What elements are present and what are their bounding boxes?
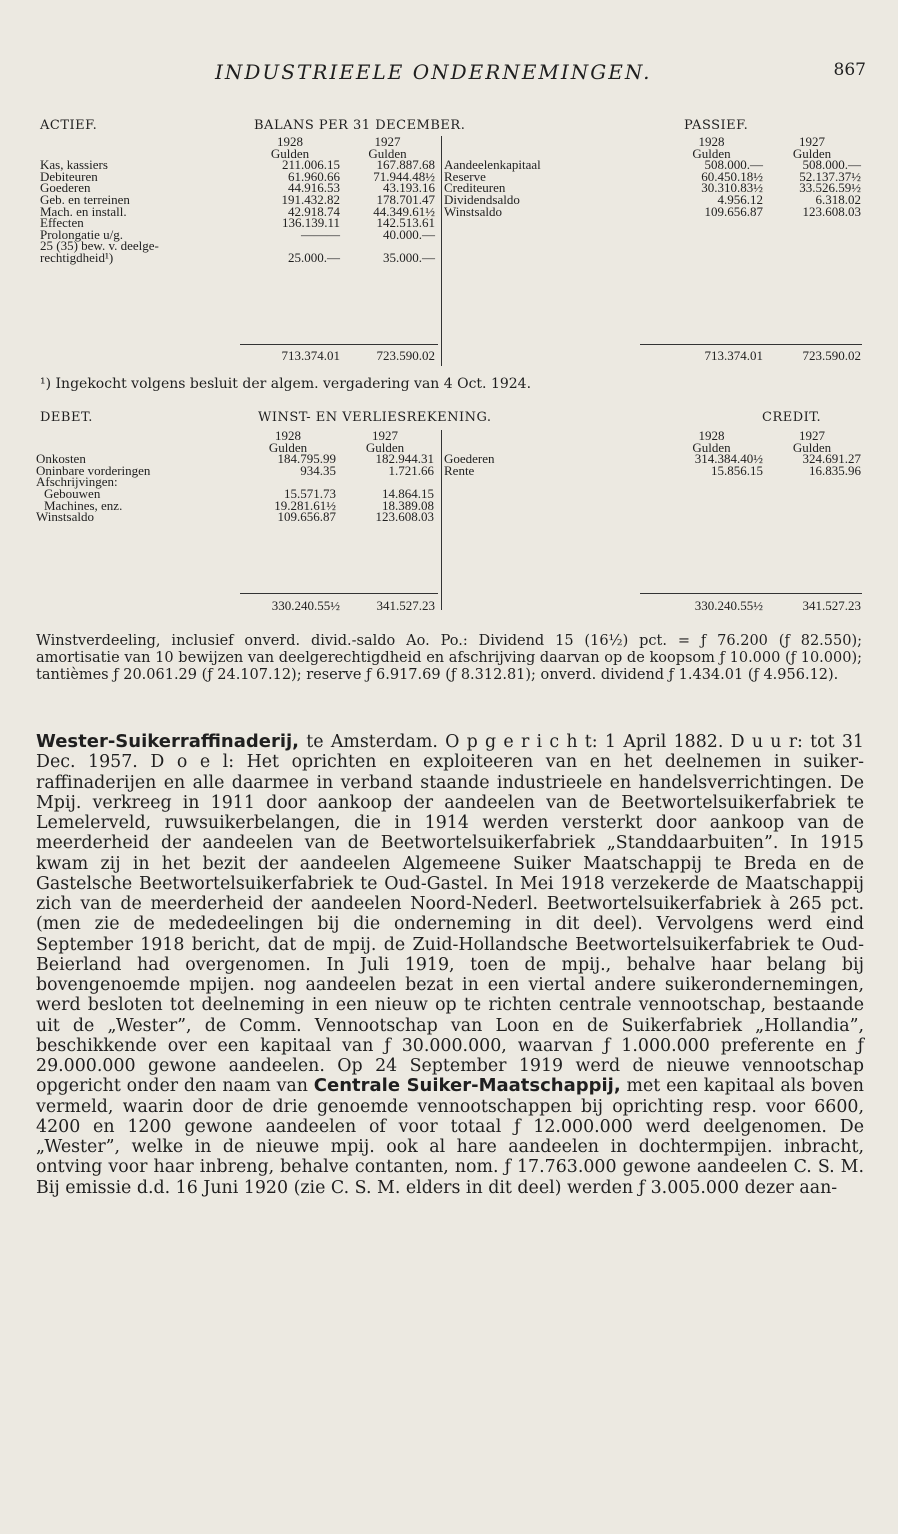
row-label: Oninbare vorderingen bbox=[36, 462, 151, 478]
debet-label: DEBET. bbox=[40, 410, 93, 425]
year-header: 1927 bbox=[374, 134, 401, 149]
page-number: 867 bbox=[833, 60, 866, 80]
value-1927: 18.389.08 bbox=[382, 497, 434, 513]
table-row bbox=[444, 453, 864, 465]
value-1927: 508.000.— bbox=[802, 157, 861, 173]
balance-left-total-1927: 723.590.02 bbox=[376, 348, 435, 363]
year-header: 1928 bbox=[698, 428, 725, 443]
pl-debit-table bbox=[36, 430, 440, 523]
row-label: Goederen bbox=[40, 180, 91, 196]
table-row bbox=[40, 249, 440, 265]
value-1928: 42.918.74 bbox=[288, 203, 340, 219]
year-header: 1928 bbox=[698, 134, 725, 149]
year-header: 1927 bbox=[372, 428, 398, 443]
row-label: Machines, enz. bbox=[44, 497, 123, 513]
balance-title-row bbox=[40, 118, 870, 138]
value-1928: 314.384.40½ bbox=[694, 451, 763, 467]
value-1927: 182.944.31 bbox=[375, 451, 434, 467]
profit-distribution: Winstverdeeling, inclusief onverd. divid.-saldo Ao. Po.: Dividend 15 (16½) pct. = ƒ 76.200 (ƒ 82.550); amortisatie van 10 bewijzen van deelgerechtigdheid en afschrijving daarvan op de koopsom ƒ 10.000 (ƒ 10.000); tantièmes ƒ 20.061.29 (ƒ 24.107.12); reserve ƒ 6.917.69 (ƒ 8.312.81); onverd. dividend ƒ 1.434.01 (ƒ 4.956.12). bbox=[36, 633, 862, 683]
row-label: Debiteuren bbox=[40, 168, 98, 184]
value-1928: 4.956.12 bbox=[717, 191, 763, 207]
value-1928: 30.310.83½ bbox=[701, 180, 763, 196]
row-label: Prolongatie u/g. bbox=[40, 226, 124, 242]
page-header bbox=[0, 60, 898, 90]
credit-label: CREDIT. bbox=[762, 410, 822, 425]
unit-header: Gulden bbox=[365, 439, 405, 455]
row-label: Dividendsaldo bbox=[444, 191, 520, 207]
unit-header: Gulden bbox=[692, 145, 731, 161]
value-1928: 25.000.— bbox=[288, 249, 340, 265]
row-label: Afschrijvingen: bbox=[36, 474, 118, 490]
row-label: Effecten bbox=[40, 215, 84, 231]
value-1927: 167.887.68 bbox=[376, 157, 435, 173]
value-1928: 15.571.73 bbox=[284, 485, 336, 501]
pl-right-total-1927: 341.527.23 bbox=[802, 598, 861, 613]
value-1927: 14.864.15 bbox=[382, 485, 434, 501]
row-label: Onkosten bbox=[36, 451, 86, 467]
balance-right-total-rule bbox=[640, 344, 862, 345]
value-1928: 508.000.— bbox=[704, 157, 763, 173]
pl-left-total-1927: 341.527.23 bbox=[376, 598, 435, 613]
value-1927: 324.691.27 bbox=[802, 451, 861, 467]
pl-title: WINST- EN VERLIESREKENING. bbox=[258, 410, 492, 425]
pl-totals bbox=[40, 600, 870, 612]
row-label: Aandeelenkapitaal bbox=[444, 157, 541, 173]
row-label: Winstsaldo bbox=[444, 203, 502, 219]
unit-header: Gulden bbox=[792, 439, 832, 455]
year-header: 1928 bbox=[275, 428, 301, 443]
value-1927: 71.944.48½ bbox=[373, 168, 435, 184]
value-1927: 40.000.— bbox=[383, 226, 435, 242]
row-label: rechtigdheid¹) bbox=[40, 249, 114, 265]
balance-left-total-1928: 713.374.01 bbox=[281, 348, 340, 363]
passief-label: PASSIEF. bbox=[684, 118, 749, 133]
value-1927: 16.835.96 bbox=[809, 462, 861, 478]
value-1928: 184.795.99 bbox=[277, 451, 336, 467]
row-label: Gebouwen bbox=[44, 485, 101, 501]
pl-credit-table bbox=[444, 430, 864, 476]
company-name-centrale: Centrale Suiker-Maatschappij, bbox=[313, 1075, 621, 1097]
column-unit-row bbox=[444, 439, 864, 455]
pl-left-total-rule bbox=[240, 593, 438, 594]
row-label: Reserve bbox=[444, 168, 486, 184]
value-1927: 142.513.61 bbox=[376, 215, 435, 231]
paragraph-part-1: te Amsterdam. O p g e r i c h t: 1 April 1882. D u u r: tot 31 Dec. 1957. D o e l: Het oprichten en exploiteeren van en het deelnemen in suiker-raffinaderijen en alle daarmee in verband staande industrieele en handelsverrichtingen. De Mpij. verkreeg in 1911 door aankoop der aandeelen van de Beetwortelsuikerfabriek te Lemelerveld, ruwsuikerbelangen, die in 1914 werden versterkt door aankoop van de meerderheid der aandeelen van de Beetwortelsuikerfabriek „Standdaarbuiten”. In 1915 kwam zij in het bezit der aandeelen Algemeene Suiker Maatschappij te Breda en de Gastelsche Beetwortelsuikerfabriek te Oud-Gastel. In Mei 1918 verzekerde de Maatschappij zich van de meerderheid der aandeelen Noord-Nederl. Beetwortelsuikerfabriek à 265 pct. (men zie de mededeelingen bij die onderneming in dit deel). Vervolgens werd eind September 1918 bericht, dat de mpij. de Zuid-Hollandsche Beetwortelsuikerfabriek te Oud-Beierland had overgenomen. In Juli 1919, toen de mpij., behalve haar belang bij bovengenoemde mpijen. nog aandeelen bezat in een viertal andere suikerondernemingen, werd besloten tot deelneming in een nieuw op te richten centrale vennootschap, bestaande uit de „Wester”, de Comm. Vennootschap van Loon en de Suikerfabriek „Hollandia”, beschikkende over een kapitaal van ƒ 30.000.000, waarvan ƒ 1.000.000 preferente en ƒ 29.000.000 gewone aandeelen. Op 24 September 1919 werd de nieuwe vennootschap opgericht onder den naam van bbox=[36, 732, 864, 1097]
balance-assets-table bbox=[40, 136, 440, 264]
value-1927: 35.000.— bbox=[383, 249, 435, 265]
balance-footnote: ¹) Ingekocht volgens besluit der algem. vergadering van 4 Oct. 1924. bbox=[40, 376, 532, 392]
table-row bbox=[40, 168, 440, 184]
balance-totals bbox=[40, 350, 870, 362]
unit-header: Gulden bbox=[692, 439, 731, 455]
pl-title-row bbox=[40, 410, 870, 430]
balance-right-total-1927: 723.590.02 bbox=[802, 348, 861, 363]
company-name-wester: Wester-Suikerraffinaderij, bbox=[36, 731, 300, 752]
table-row bbox=[444, 191, 864, 207]
balance-left-total-rule bbox=[240, 344, 438, 345]
actief-label: ACTIEF. bbox=[40, 118, 98, 133]
table-row bbox=[444, 462, 864, 478]
table-row bbox=[36, 511, 440, 523]
pl-divider bbox=[441, 430, 442, 610]
table-row bbox=[444, 203, 864, 219]
value-1928: 109.656.87 bbox=[277, 509, 336, 525]
value-1928: ——— bbox=[301, 226, 340, 242]
row-label: Kas, kassiers bbox=[40, 157, 108, 173]
value-1928: 136.139.11 bbox=[281, 215, 340, 231]
unit-header: Gulden bbox=[268, 439, 308, 455]
row-label: Winstsaldo bbox=[36, 509, 94, 525]
value-1927: 178.701.47 bbox=[376, 191, 435, 207]
balance-liabilities-table bbox=[444, 136, 864, 217]
value-1927: 52.137.37½ bbox=[799, 168, 861, 184]
pl-right-total-1928: 330.240.55½ bbox=[694, 598, 763, 613]
value-1927: 43.193.16 bbox=[383, 180, 435, 196]
value-1927: 6.318.02 bbox=[815, 191, 861, 207]
value-1928: 211.006.15 bbox=[281, 157, 340, 173]
unit-header: Gulden bbox=[792, 145, 832, 161]
value-1927: 123.608.03 bbox=[802, 203, 861, 219]
value-1928: 15.856.15 bbox=[711, 462, 763, 478]
row-label: Rente bbox=[444, 462, 475, 478]
value-1928: 934.35 bbox=[300, 462, 336, 478]
value-1928: 191.432.82 bbox=[281, 191, 340, 207]
balance-right-total-1928: 713.374.01 bbox=[704, 348, 763, 363]
balance-divider bbox=[441, 136, 442, 366]
year-header: 1927 bbox=[799, 134, 825, 149]
running-title: INDUSTRIEELE ONDERNEMINGEN. bbox=[215, 60, 652, 84]
company-description bbox=[36, 732, 864, 1198]
row-label: Geb. en terreinen bbox=[40, 191, 130, 207]
row-label: Mach. en install. bbox=[40, 203, 127, 219]
unit-header: Gulden bbox=[270, 145, 310, 161]
row-label: Crediteuren bbox=[444, 180, 506, 196]
row-label: Goederen bbox=[444, 451, 495, 467]
balance-title: BALANS PER 31 DECEMBER. bbox=[254, 118, 466, 133]
value-1928: 44.916.53 bbox=[288, 180, 340, 196]
paragraph-part-2: met een kapitaal als boven vermeld, waarin door de drie genoemde vennootschappen bij oprichting resp. voor 6600, 4200 en 1200 gewone aandeelen of voor totaal ƒ 12.000.000 werd deelgenomen. De „Wester”, welke in de nieuwe mpij. ook al hare aandeelen in dochtermpijen. inbracht, ontving voor haar inbreng, behalve contanten, nom. ƒ 17.763.000 gewone aandeelen C. S. M. Bij emissie d.d. 16 Juni 1920 (zie C. S. M. elders in dit deel) werden ƒ 3.005.000 dezer aan- bbox=[36, 1076, 864, 1198]
value-1927: 123.608.03 bbox=[375, 509, 434, 525]
pl-left-total-1928: 330.240.55½ bbox=[271, 598, 340, 613]
unit-header: Gulden bbox=[368, 145, 407, 161]
year-header: 1927 bbox=[799, 428, 825, 443]
year-header: 1928 bbox=[277, 134, 303, 149]
value-1927: 1.721.66 bbox=[388, 462, 434, 478]
value-1928: 19.281.61½ bbox=[274, 497, 336, 513]
pl-right-total-rule bbox=[640, 593, 862, 594]
value-1928: 109.656.87 bbox=[704, 203, 763, 219]
value-1927: 33.526.59½ bbox=[799, 180, 861, 196]
row-label: 25 (35) bew. v. deelge- bbox=[40, 238, 159, 254]
value-1928: 60.450.18½ bbox=[701, 168, 763, 184]
value-1928: 61.960.66 bbox=[288, 168, 340, 184]
value-1927: 44.349.61½ bbox=[373, 203, 435, 219]
